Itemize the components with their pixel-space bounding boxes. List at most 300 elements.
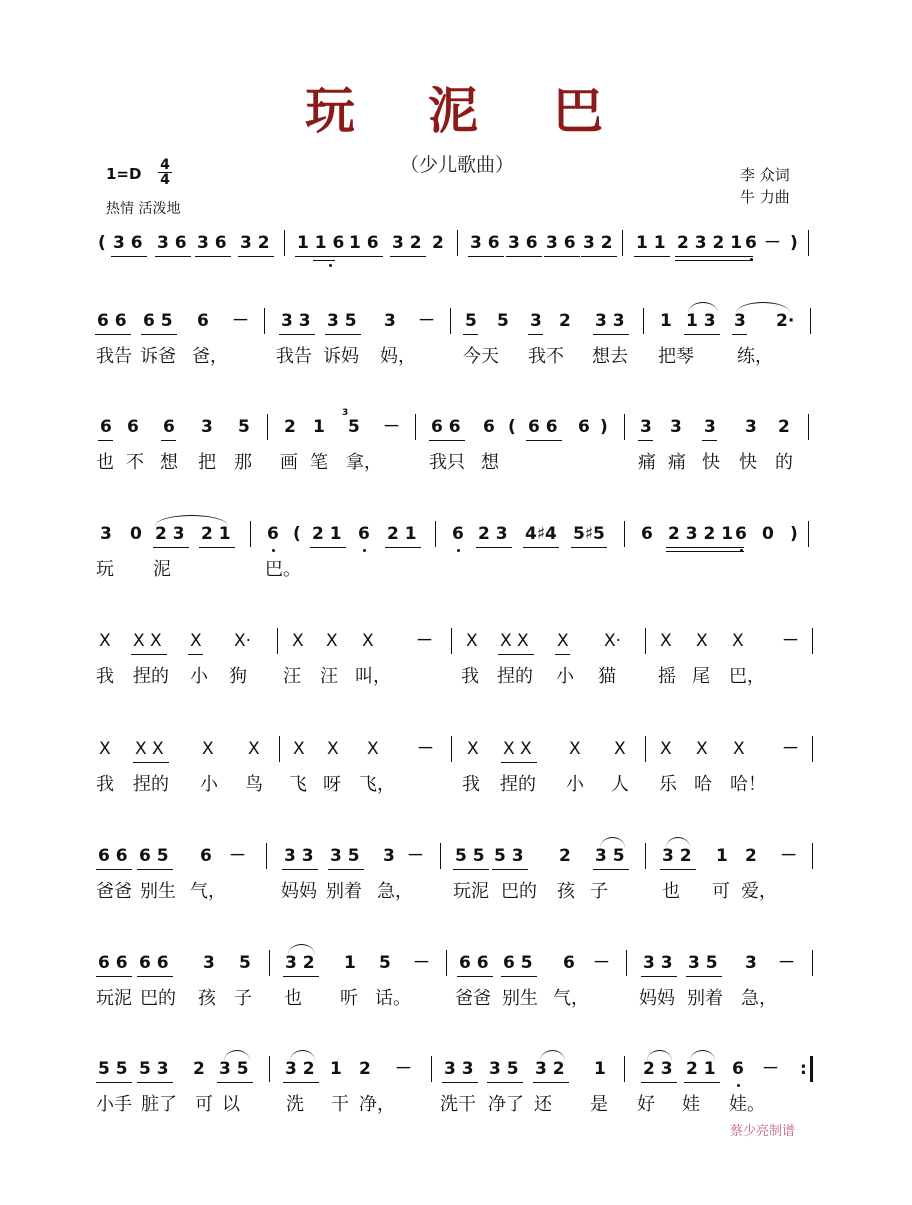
underline-beam	[390, 256, 426, 257]
underline-beam	[498, 654, 534, 655]
note: 6	[267, 524, 279, 544]
lyric: 净，	[359, 1094, 395, 1115]
underline-beam	[501, 976, 537, 977]
lyric: 急，	[741, 988, 777, 1009]
rhythm-note: X X	[133, 631, 162, 651]
underline-beam	[347, 256, 383, 257]
octave-dot	[750, 258, 753, 261]
underline-beam	[702, 440, 717, 441]
underline-beam	[188, 654, 203, 655]
note: 2 1	[312, 524, 342, 544]
note: 3 5	[327, 311, 357, 331]
barline	[808, 414, 809, 440]
underline-beam	[131, 654, 167, 655]
note: 2	[284, 417, 296, 437]
underline-beam	[638, 440, 653, 441]
octave-dot	[740, 549, 743, 552]
key-signature: 1=D	[106, 165, 142, 183]
rhythm-note: X X	[500, 631, 529, 651]
lyricist-credit: 李 众词	[740, 166, 790, 184]
arranger-credit: 蔡少亮制谱	[730, 1124, 796, 1139]
note: 5	[465, 311, 477, 331]
lyric: 画	[280, 452, 298, 473]
barline	[457, 230, 458, 256]
note: －	[780, 846, 797, 866]
barline	[812, 950, 813, 976]
barline	[808, 230, 809, 256]
rhythm-note: X	[660, 739, 672, 759]
note: 3 3	[444, 1059, 474, 1079]
lyric: 净了	[488, 1094, 524, 1115]
barline	[266, 843, 267, 869]
underline-beam	[137, 869, 173, 870]
barline	[812, 843, 813, 869]
note: 6 6	[139, 953, 169, 973]
lyric: 子	[234, 988, 252, 1009]
barline	[812, 736, 813, 762]
barline	[626, 950, 627, 976]
underline-beam	[328, 869, 364, 870]
lyric: 巴的	[501, 881, 537, 902]
title-char: 泥	[428, 82, 478, 140]
note: 5 5	[98, 1059, 128, 1079]
lyric: 乐	[659, 774, 677, 795]
lyric: 捏的	[133, 666, 169, 687]
barline	[446, 950, 447, 976]
lyric: 孩	[557, 881, 575, 902]
note: 3 2	[583, 233, 613, 253]
underline-beam	[442, 1082, 478, 1083]
lyric: 猫	[598, 666, 616, 687]
lyric: 玩泥	[96, 988, 132, 1009]
lyric: 以	[222, 1094, 240, 1115]
lyric: 呀	[323, 774, 341, 795]
underline-beam	[96, 1082, 132, 1083]
note: 3 6	[113, 233, 143, 253]
lyric: 汪	[320, 666, 338, 687]
underline-beam	[634, 256, 670, 257]
rhythm-note: X	[292, 631, 304, 651]
barline	[250, 521, 251, 547]
bracket: )	[790, 233, 798, 253]
note: 6	[452, 524, 464, 544]
barline	[624, 414, 625, 440]
note: －	[229, 846, 246, 866]
tempo-marking: 热情 活泼地	[106, 201, 181, 217]
lyric: 还	[534, 1094, 552, 1115]
barline	[812, 628, 813, 654]
song-title	[0, 78, 912, 148]
lyric: 巴，	[729, 666, 765, 687]
underline-beam	[111, 256, 147, 257]
lyric: 爸爸	[96, 881, 132, 902]
lyric: 想	[160, 452, 178, 473]
rhythm-note: X	[202, 739, 214, 759]
note: 3 6	[546, 233, 576, 253]
lyric: 爸爸	[455, 988, 491, 1009]
underline-beam	[283, 976, 319, 977]
underline-beam	[593, 869, 629, 870]
lyric: 也	[284, 988, 302, 1009]
grace-note: 3	[342, 408, 349, 418]
note: 3	[704, 417, 716, 437]
underline-beam	[487, 1082, 523, 1083]
barline	[431, 1056, 432, 1082]
underline-beam	[96, 869, 132, 870]
underline-beam	[675, 256, 753, 257]
slur	[647, 1050, 672, 1061]
rhythm-note: X	[660, 631, 672, 651]
slur	[540, 1050, 565, 1061]
lyric: 别着	[326, 881, 362, 902]
note: 5 3	[494, 846, 524, 866]
underline-beam	[684, 334, 720, 335]
underline-beam	[155, 256, 191, 257]
barline	[451, 628, 452, 654]
barline	[269, 950, 270, 976]
underline-beam	[95, 334, 131, 335]
lyric: 好	[637, 1094, 655, 1115]
note: 2 3	[643, 1059, 673, 1079]
barline	[450, 308, 451, 334]
note: 6 6	[98, 953, 128, 973]
underline-beam	[295, 256, 352, 257]
rhythm-note: X	[326, 631, 338, 651]
note: 6 5	[139, 846, 169, 866]
bracket: :	[800, 1059, 807, 1079]
lyric: 玩	[96, 559, 114, 580]
octave-dot	[272, 549, 275, 552]
barline	[284, 230, 285, 256]
note: 6 5	[143, 311, 173, 331]
rhythm-note: X	[248, 739, 260, 759]
lyric: 快	[702, 452, 720, 473]
lyric: 别着	[687, 988, 723, 1009]
rhythm-note: X	[569, 739, 581, 759]
lyric: 也	[662, 881, 680, 902]
underline-beam	[385, 547, 421, 548]
underline-beam	[533, 1082, 569, 1083]
note: 3 2	[240, 233, 270, 253]
underline-beam	[325, 334, 361, 335]
lyric: 可	[195, 1094, 213, 1115]
lyric: 把	[198, 452, 216, 473]
lyric: 痛	[668, 452, 686, 473]
underline-beam	[501, 762, 537, 763]
note: 5	[348, 417, 360, 437]
lyric: 也	[96, 452, 114, 473]
note: 3 2	[535, 1059, 565, 1079]
barline	[622, 230, 623, 256]
lyric: 小	[556, 666, 574, 687]
note: －	[232, 311, 249, 331]
barline	[415, 414, 416, 440]
note: 2 1	[201, 524, 231, 544]
lyric: 小	[566, 774, 584, 795]
lyric: 诉妈	[323, 346, 359, 367]
note: 3	[745, 953, 757, 973]
underline-beam	[279, 334, 315, 335]
underline-beam	[457, 976, 493, 977]
lyric: 想去	[592, 346, 628, 367]
note: 6	[127, 417, 139, 437]
underline-beam	[684, 1082, 720, 1083]
barline	[451, 736, 452, 762]
lyric: 尾	[692, 666, 710, 687]
lyric: 娃。	[729, 1094, 765, 1115]
slur	[290, 1050, 315, 1061]
note: 3 5	[330, 846, 360, 866]
lyric: 把琴	[658, 346, 694, 367]
lyric: 可	[712, 881, 730, 902]
lyric: 捏的	[497, 666, 533, 687]
slur	[600, 837, 625, 848]
lyric: 小手	[96, 1094, 132, 1115]
slur	[688, 302, 718, 313]
slur	[224, 1050, 250, 1061]
note: 3	[670, 417, 682, 437]
lyric: 我告	[276, 346, 312, 367]
note: －	[417, 739, 434, 759]
rhythm-note: X	[367, 739, 379, 759]
underline-beam	[666, 551, 744, 552]
barline	[435, 521, 436, 547]
rhythm-note: X	[327, 739, 339, 759]
underline-beam	[571, 547, 607, 548]
note: 3	[384, 311, 396, 331]
barline	[279, 736, 280, 762]
lyric: 那	[234, 452, 252, 473]
note: 3	[201, 417, 213, 437]
barline	[645, 736, 646, 762]
note: 5	[497, 311, 509, 331]
lyric: 我	[96, 666, 114, 687]
lyric: 鸟	[245, 774, 263, 795]
note: 3 2	[662, 846, 692, 866]
underline-beam	[282, 869, 318, 870]
note: 3 3	[284, 846, 314, 866]
title-char: 巴	[553, 82, 603, 140]
octave-dot	[737, 1084, 740, 1087]
note: 5	[379, 953, 391, 973]
barline	[624, 1056, 625, 1082]
note: 5	[238, 417, 250, 437]
time-signature-bottom: 4	[160, 172, 170, 188]
rhythm-note: X X	[135, 739, 164, 759]
lyric: 狗	[229, 666, 247, 687]
underline-beam	[526, 440, 562, 441]
underline-beam	[96, 976, 132, 977]
note: －	[407, 846, 424, 866]
barline	[267, 414, 268, 440]
lyric: 我	[96, 774, 114, 795]
note: 3 3	[595, 311, 625, 331]
octave-dot	[363, 549, 366, 552]
note: 6 6	[528, 417, 558, 437]
note: －	[782, 631, 799, 651]
underline-beam	[686, 976, 722, 977]
underline-beam	[238, 256, 274, 257]
lyric: 小	[200, 774, 218, 795]
note: 2 3	[155, 524, 185, 544]
rhythm-note: X	[190, 631, 202, 651]
barline	[645, 628, 646, 654]
slur	[288, 944, 315, 955]
note: 1	[716, 846, 728, 866]
lyric: 我只	[429, 452, 465, 473]
rhythm-note: X	[293, 739, 305, 759]
rhythm-note: X	[467, 739, 479, 759]
lyric: 不	[126, 452, 144, 473]
lyric: 洗干	[440, 1094, 476, 1115]
note: 1	[594, 1059, 606, 1079]
note: 5♯5	[573, 524, 605, 544]
note: 2	[778, 417, 790, 437]
lyric: 哈	[694, 774, 712, 795]
lyric: 巴的	[140, 988, 176, 1009]
underline-beam	[137, 976, 173, 977]
barline	[440, 843, 441, 869]
lyric: 干	[331, 1094, 349, 1115]
note: 3 6	[470, 233, 500, 253]
lyric: 话。	[375, 988, 411, 1009]
underline-beam	[641, 1082, 677, 1083]
note: 0	[130, 524, 142, 544]
note: －	[593, 953, 610, 973]
note: 2·	[776, 311, 795, 331]
note: 6	[563, 953, 575, 973]
note: －	[778, 953, 795, 973]
lyric: 别生	[502, 988, 538, 1009]
lyric: 我告	[96, 346, 132, 367]
bracket: (	[293, 524, 301, 544]
note: 2 3 2 1	[668, 524, 734, 544]
lyric: 快	[739, 452, 757, 473]
lyric: 是	[590, 1094, 608, 1115]
underline-beam	[453, 869, 489, 870]
lyric: 诉爸	[140, 346, 176, 367]
lyric: 想	[481, 452, 499, 473]
note: 2	[359, 1059, 371, 1079]
note: 2	[193, 1059, 205, 1079]
lyric: 练，	[737, 346, 773, 367]
lyric: 捏的	[500, 774, 536, 795]
note: 2	[432, 233, 444, 253]
slur	[690, 1050, 715, 1061]
note: 2 3 2 1	[677, 233, 743, 253]
underline-beam	[660, 869, 696, 870]
lyric: 泥	[153, 559, 171, 580]
note: 2 1	[387, 524, 417, 544]
underline-beam	[555, 654, 570, 655]
rhythm-note: X·	[604, 631, 622, 651]
lyric: 的	[775, 452, 793, 473]
underline-beam	[141, 334, 177, 335]
note: 3	[640, 417, 652, 437]
rhythm-note: X	[362, 631, 374, 651]
note: 3 5	[219, 1059, 249, 1079]
subtitle: （少儿歌曲）	[400, 154, 515, 176]
note: －	[395, 1059, 412, 1079]
lyric: 孩	[198, 988, 216, 1009]
barline	[277, 628, 278, 654]
lyric: 捏的	[133, 774, 169, 795]
lyric: 巴。	[265, 559, 301, 580]
note: 3 2	[285, 953, 315, 973]
underline-beam	[544, 256, 580, 257]
note: 3 5	[595, 846, 625, 866]
note: －	[762, 1059, 779, 1079]
note: 2 1	[686, 1059, 716, 1079]
rhythm-note: X	[614, 739, 626, 759]
note: －	[416, 631, 433, 651]
note: 6 6	[459, 953, 489, 973]
note: 6	[735, 524, 747, 544]
slur	[666, 837, 690, 848]
lyric: 摇	[658, 666, 676, 687]
note: 1 1 6	[297, 233, 345, 253]
lyric: 妈妈	[639, 988, 675, 1009]
note: 6	[200, 846, 212, 866]
note: 6	[578, 417, 590, 437]
note: 4♯4	[525, 524, 557, 544]
lyric: 哈！	[730, 774, 766, 795]
note: 3 6	[197, 233, 227, 253]
lyric: 别生	[140, 881, 176, 902]
note: 6	[483, 417, 495, 437]
barline	[264, 308, 265, 334]
note: 3 3	[643, 953, 673, 973]
lyric: 拿，	[346, 452, 382, 473]
rhythm-note: X	[557, 631, 569, 651]
note: 3 6	[508, 233, 538, 253]
lyric: 爸，	[192, 346, 228, 367]
barline	[643, 308, 644, 334]
bracket: (	[98, 233, 106, 253]
rhythm-note: X X	[503, 739, 532, 759]
note: 3 5	[489, 1059, 519, 1079]
note: 3	[745, 417, 757, 437]
underline-beam	[675, 260, 753, 261]
note: 3	[530, 311, 542, 331]
note: 6 6	[431, 417, 461, 437]
underline-beam	[310, 547, 346, 548]
note: 5 3	[139, 1059, 169, 1079]
note: 1	[313, 417, 325, 437]
barline	[269, 1056, 270, 1082]
barline	[808, 521, 809, 547]
underline-beam	[528, 334, 543, 335]
underline-beam	[581, 256, 617, 257]
lyric: 妈，	[380, 346, 416, 367]
bracket: )	[790, 524, 798, 544]
underline-beam	[283, 1082, 319, 1083]
lyric: 小	[190, 666, 208, 687]
note: 3 3	[281, 311, 311, 331]
lyric: 脏了	[141, 1094, 177, 1115]
note: 3 2	[392, 233, 422, 253]
underline-beam	[199, 547, 235, 548]
barline	[624, 521, 625, 547]
note: 6	[358, 524, 370, 544]
note: 2	[559, 311, 571, 331]
underline-beam	[666, 547, 744, 548]
note: 3 2	[285, 1059, 315, 1079]
note: 6 5	[503, 953, 533, 973]
time-signature-top: 4	[160, 157, 170, 173]
rhythm-note: X	[733, 739, 745, 759]
lyric: 今天	[463, 346, 499, 367]
